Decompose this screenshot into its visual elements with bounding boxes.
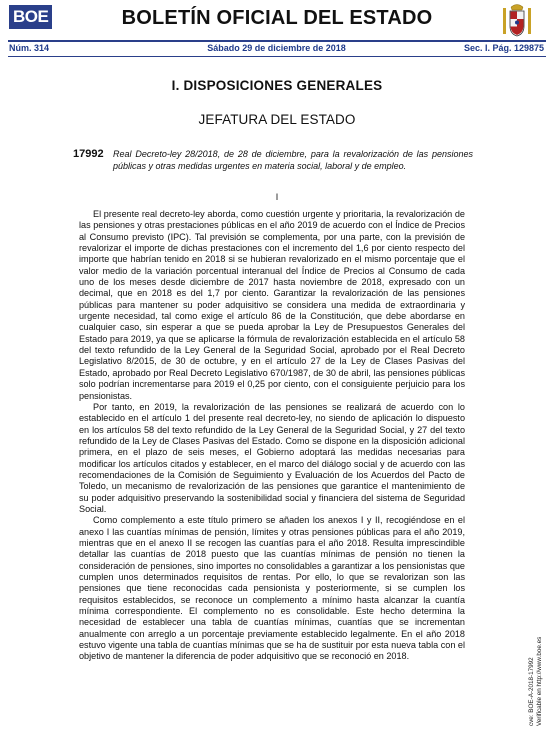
issue-date: Sábado 29 de diciembre de 2018 [207, 43, 346, 53]
body-paragraph: El presente real decreto-ley aborda, como cuestión urgente y prioritaria, la revalorización de las pensiones y otras prestaciones públicas en el año 2019 de acuerdo con el Índice de Precios al Consumo previsto (IPC). Tal previsión se complementa, por una parte, con la previsión de revalorizar el importe de dichas prestaciones con el incremento del 1,6 por ciento respecto del importe que habrían tenido en 2018 si se hubieran revalorizado en el mismo porcentaje que el valor medio de la variación porcentual interanual del Índice de Precios al Consumo de cada uno de los meses desde diciembre de 2017 hasta noviembre de 2018, expresado con un decimal, que en 2018 es del 1,7 por ciento. Garantizar la revalorización de las pensiones públicas para mantener su poder adquisitivo se considera una medida de extraordinaria y urgente necesidad, tal como exige el artículo 86 de la Constitución, que debe abordarse en cualquier caso, sin esperar a que se pueda aprobar la Ley de Presupuestos Generales del Estado para 2019, ya que se aplicarse la fórmula de revalorización establecida en el artículo 58 del texto refundido de la Ley General de la Seguridad Social, aprobado por el Real Decreto Legislativo 8/2015, de 30 de octubre, y en el artículo 27 de la Ley de Clases Pasivas del Estado, aprobado por Real Decreto Legislativo 670/1987, de 30 de abril, las pensiones públicas solo podrían incrementarse para 2019 el 0,25 por ciento, con el consiguiente perjuicio para los pensionistas. [79, 209, 465, 401]
verification-text [528, 637, 543, 726]
verification-url: Verificable en http://www.boe.es [535, 636, 543, 726]
chapter-numeral: I [275, 192, 279, 202]
section-title: I. DISPOSICIONES GENERALES [171, 78, 383, 93]
coat-of-arms-icon [500, 2, 534, 40]
provision-number: 17992 [73, 148, 104, 160]
bulletin-title: BOLETÍN OFICIAL DEL ESTADO [121, 7, 433, 29]
boe-logo-text: BOE [9, 5, 52, 29]
body-paragraph: Por tanto, en 2019, la revalorización de las pensiones se realizará de acuerdo con lo establecido en el artículo 1 del presente real decreto-ley, no siendo de aplicación lo dispuesto en los artículos 58 del texto refundido de la Ley General de la Seguridad Social, y 27 del texto refundido de la Ley de Clases Pasivas del Estado. Como se dispone en la disposición adicional primera, en el plazo de seis meses, el Gobierno adoptará las medidas necesarias para modificar los artículos citados y establecer, en el marco del diálogo social y de acuerdo con las recomendaciones de la Comisión de Seguimiento y Evaluación de los Acuerdos del Pacto de Toledo, un mecanismo de revalorización de las pensiones que garantice el mantenimiento de su poder adquisitivo preservando la sostenibilidad social y financiera del sistema de Seguridad Social. [79, 401, 465, 514]
header-meta [9, 43, 544, 53]
section-page: Sec. I. Pág. 129875 [463, 43, 544, 53]
issue-number: Núm. 314 [9, 43, 50, 53]
subsection-title: JEFATURA DEL ESTADO [198, 112, 356, 127]
header-rule [8, 40, 546, 42]
provision-entry [73, 148, 473, 172]
verification-note [524, 583, 544, 726]
body-paragraph: Como complemento a este título primero se añaden los anexos I y II, recogiéndose en el anexo I las cuantías mínimas de pensión, límites y otras pensiones públicas para el año 2019, mientras que en el anexo II se recogen las cuantías para el año 2018. Resulta imprescindible detallar las cuantías de 2018 puesto que las cuantías mínimas de pensión no tienen la consideración de pensiones, sino importes no consolidables a garantizar a los pensionistas que cumplen unos determinados requisitos de rentas. Por ello, lo que se revalorizan son las pensiones que tiene reconocidas cada pensionista y posteriormente, si se cumplen los requisitos establecidos, se reconoce un complemento a mínimo hasta alcanzar la cuantía mínima correspondiente. El complemento no es consolidable. Este hecho determina la necesidad de establecer una tabla de cuantías mínimas, cuantías que se incrementan anualmente con arreglo a un porcentaje previamente establecido legalmente. En el año 2018 estuvo vigente una tabla de cuantías mínimas que se ha de sustituir por esta nueva tabla con el objetivo de mantener la diferencia de poder adquisitivo que se reconoció en 2018. [79, 515, 465, 662]
header-subrule [8, 56, 546, 57]
provision-title: Real Decreto-ley 28/2018, de 28 de diciembre, para la revalorización de las pensiones públicas y otras medidas urgentes en materia social, laboral y de empleo. [113, 149, 473, 171]
cve-code: cve: BOE-A-2018-17992 [528, 657, 535, 726]
document-body [79, 209, 465, 663]
